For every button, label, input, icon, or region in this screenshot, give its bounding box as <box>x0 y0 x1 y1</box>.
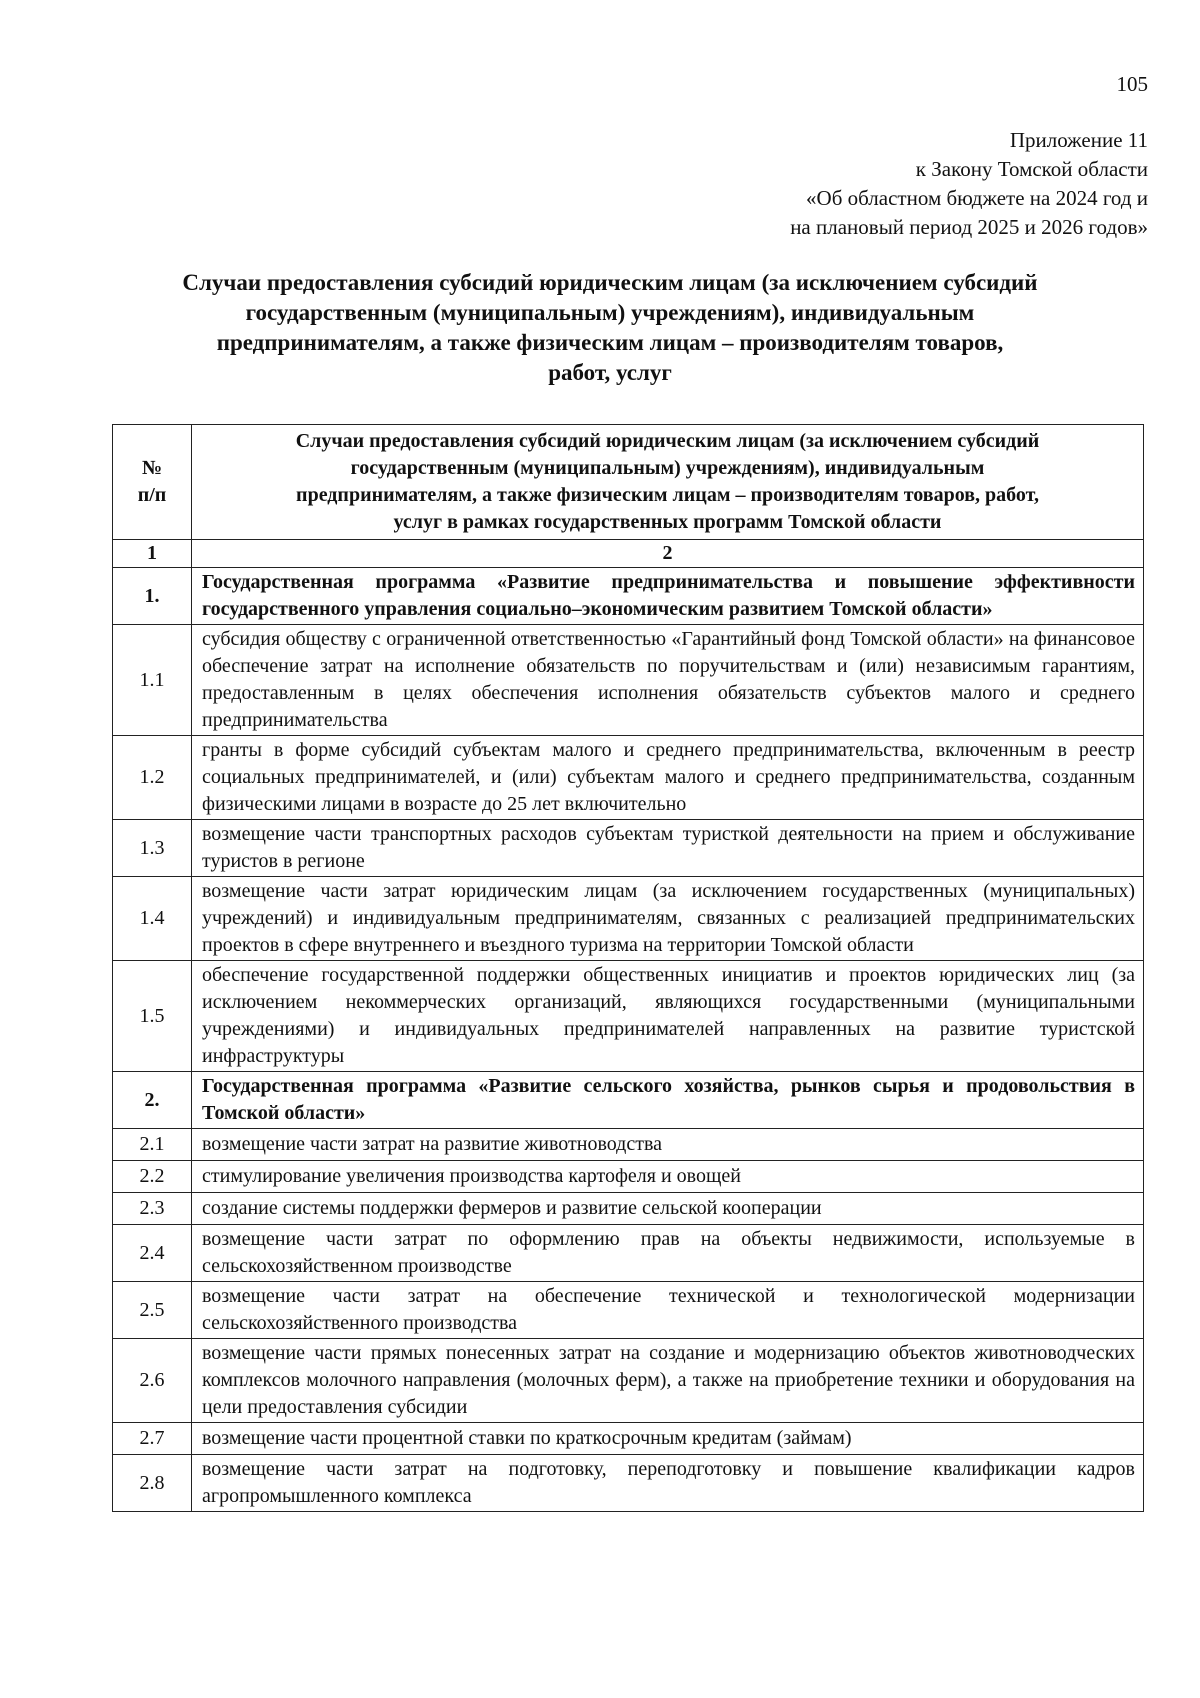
row-description-cell: субсидия обществу с ограниченной ответственностью «Гарантийный фонд Томской области» на финансовое обеспечение затрат на исполнение обязательств по поручительствам и (или) независимым гарантиям, предоставленным в целях обеспечения исполнения обязательств субъектов малого и среднего предпринимательства <box>192 625 1144 736</box>
table-row <box>113 1225 1144 1282</box>
column-index-row <box>113 540 1144 568</box>
table-row <box>113 1423 1144 1455</box>
title-line: Случаи предоставления субсидий юридическим лицам (за исключением субсидий <box>182 270 1038 295</box>
column-index-cell: 2 <box>192 540 1144 568</box>
title-line: предпринимателям, а также физическим лицам – производителям товаров, <box>216 330 1004 355</box>
row-number-cell: 1.1 <box>113 625 192 736</box>
row-description-cell: возмещение части транспортных расходов субъектам туристкой деятельности на прием и обслуживание туристов в регионе <box>192 820 1144 877</box>
header-description-line: государственным (муниципальным) учреждениям), индивидуальным <box>350 457 985 479</box>
row-number-cell: 2.6 <box>113 1339 192 1423</box>
row-number-cell: 2.8 <box>113 1455 192 1512</box>
row-number-cell: 1.5 <box>113 961 192 1072</box>
row-number-cell: 1. <box>113 568 192 625</box>
table-body <box>113 568 1144 1512</box>
table-row <box>113 961 1144 1072</box>
table-row <box>113 1129 1144 1161</box>
appendix-line: «Об областном бюджете на 2024 год и <box>806 186 1148 210</box>
row-description-cell: создание системы поддержки фермеров и развитие сельской кооперации <box>192 1193 1144 1225</box>
row-number-cell: 2. <box>113 1072 192 1129</box>
row-description-cell: стимулирование увеличения производства картофеля и овощей <box>192 1161 1144 1193</box>
row-description-cell: Государственная программа «Развитие сельского хозяйства, рынков сырья и продовольствия в Томской области» <box>192 1072 1144 1129</box>
row-number-cell: 2.1 <box>113 1129 192 1161</box>
page-number: 105 <box>1116 72 1148 96</box>
row-number-cell: 2.3 <box>113 1193 192 1225</box>
document-title <box>110 268 1110 388</box>
column-index-cell: 1 <box>113 540 192 568</box>
header-description-line: Случаи предоставления субсидий юридическим лицам (за исключением субсидий <box>295 430 1040 452</box>
appendix-line: к Закону Томской области <box>915 157 1148 181</box>
row-number-cell: 2.5 <box>113 1282 192 1339</box>
row-description-cell: возмещение части затрат на подготовку, переподготовку и повышение квалификации кадров агропромышленного комплекса <box>192 1455 1144 1512</box>
table-row <box>113 1193 1144 1225</box>
header-number-line: № <box>141 457 163 479</box>
header-description-cell <box>192 425 1144 540</box>
table-header-row <box>113 425 1144 540</box>
row-number-cell: 1.2 <box>113 736 192 820</box>
row-description-cell: возмещение части прямых понесенных затрат на создание и модернизацию объектов животноводческих комплексов молочного направления (молочных ферм), а также на приобретение техники и оборудования на цели предоставления субсидии <box>192 1339 1144 1423</box>
appendix-line: Приложение 11 <box>1009 128 1148 152</box>
header-number-line: п/п <box>137 484 167 506</box>
table-row <box>113 1339 1144 1423</box>
row-description-cell: возмещение части затрат по оформлению прав на объекты недвижимости, используемые в сельскохозяйственном производстве <box>192 1225 1144 1282</box>
row-number-cell: 2.4 <box>113 1225 192 1282</box>
table-row <box>113 1282 1144 1339</box>
header-description-line: услуг в рамках государственных программ Томской области <box>393 511 942 533</box>
row-number-cell: 1.4 <box>113 877 192 961</box>
row-description-cell: возмещение части затрат на развитие животноводства <box>192 1129 1144 1161</box>
row-number-cell: 2.2 <box>113 1161 192 1193</box>
table-row <box>113 1072 1144 1129</box>
row-description-cell: гранты в форме субсидий субъектам малого и среднего предпринимательства, включенным в реестр социальных предпринимателей, и (или) субъектам малого и среднего предпринимательства, созданным физическими лицами в возрасте до 25 лет включительно <box>192 736 1144 820</box>
row-description-cell: Государственная программа «Развитие предпринимательства и повышение эффективности государственного управления социально–экономическим развитием Томской области» <box>192 568 1144 625</box>
table-row <box>113 736 1144 820</box>
subsidy-cases-table <box>112 424 1144 1512</box>
table-row <box>113 1161 1144 1193</box>
appendix-line: на плановый период 2025 и 2026 годов» <box>790 215 1148 239</box>
title-line: государственным (муниципальным) учреждениям), индивидуальным <box>245 300 975 325</box>
header-description-line: предпринимателям, а также физическим лицам – производителям товаров, работ, <box>296 484 1039 506</box>
header-number-cell <box>113 425 192 540</box>
row-description-cell: обеспечение государственной поддержки общественных инициатив и проектов юридических лиц (за исключением некоммерческих организаций, являющихся государственными (муниципальными учреждениями) и индивидуальных предпринимателей направленных на развитие туристской инфраструктуры <box>192 961 1144 1072</box>
table-row <box>113 568 1144 625</box>
row-number-cell: 1.3 <box>113 820 192 877</box>
title-line: работ, услуг <box>548 360 672 385</box>
row-description-cell: возмещение части процентной ставки по краткосрочным кредитам (займам) <box>192 1423 1144 1455</box>
table-row <box>113 820 1144 877</box>
row-number-cell: 2.7 <box>113 1423 192 1455</box>
row-description-cell: возмещение части затрат юридическим лицам (за исключением государственных (муниципальных) учреждений) и индивидуальным предпринимателям, связанных с реализацией предпринимательских проектов в сфере внутреннего и въездного туризма на территории Томской области <box>192 877 1144 961</box>
table-row <box>113 625 1144 736</box>
appendix-header <box>790 126 1148 242</box>
table-row <box>113 877 1144 961</box>
table-row <box>113 1455 1144 1512</box>
row-description-cell: возмещение части затрат на обеспечение технической и технологической модернизации сельскохозяйственного производства <box>192 1282 1144 1339</box>
